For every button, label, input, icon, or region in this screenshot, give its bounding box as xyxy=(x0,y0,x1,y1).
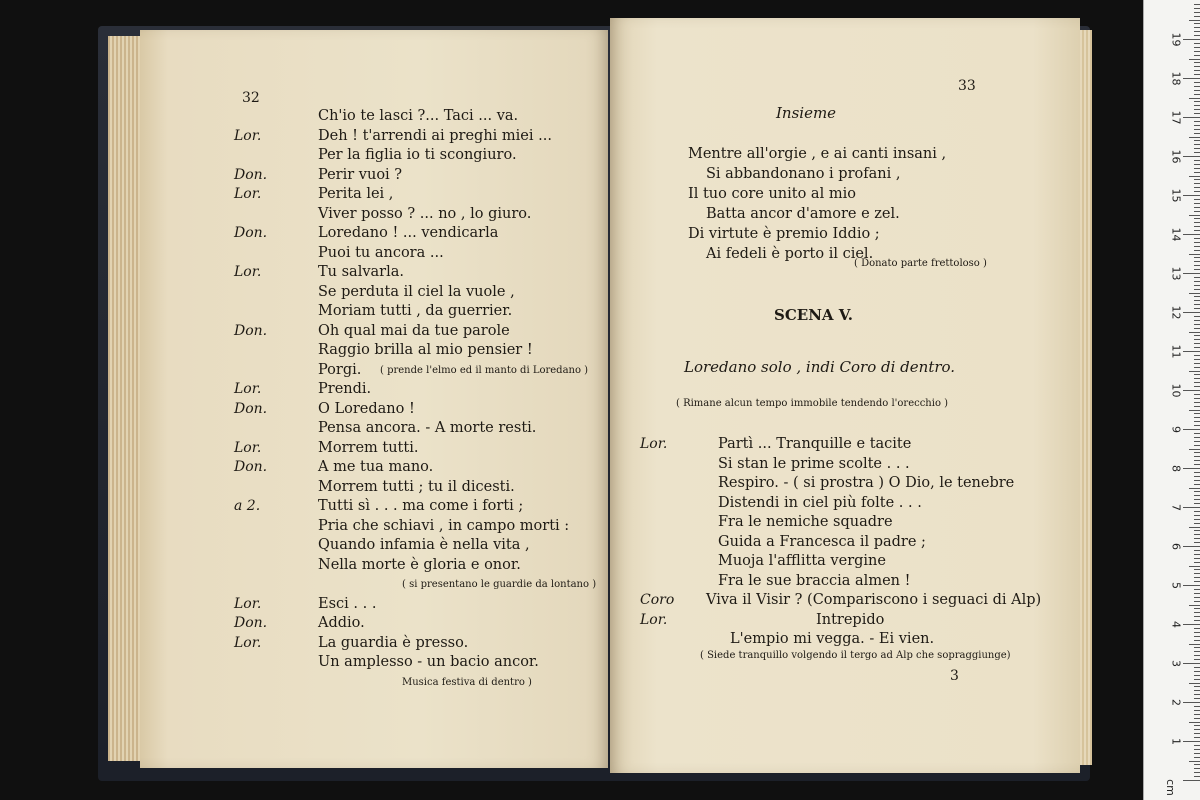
ruler-tick xyxy=(1194,534,1200,535)
ruler-tick xyxy=(1183,39,1200,40)
ruler-tick xyxy=(1194,402,1200,403)
ruler-tick xyxy=(1194,148,1200,149)
ruler-tick xyxy=(1194,172,1200,173)
ruler-tick xyxy=(1194,729,1200,730)
verse-line: Distendi in ciel più folte . . . xyxy=(718,494,922,511)
ruler-tick xyxy=(1183,741,1200,742)
ruler-tick xyxy=(1194,207,1200,208)
ruler-tick xyxy=(1189,761,1200,762)
ruler-number: 16 xyxy=(1169,149,1183,164)
ruler-tick xyxy=(1194,472,1200,473)
ruler-tick xyxy=(1194,706,1200,707)
verse-line: Prendi. xyxy=(318,381,372,397)
ruler-tick xyxy=(1194,647,1200,648)
ruler-tick xyxy=(1194,764,1200,765)
ruler-tick xyxy=(1194,242,1200,243)
ruler-tick xyxy=(1194,495,1200,496)
ruler-number: 17 xyxy=(1169,110,1183,125)
ruler-tick xyxy=(1194,733,1200,734)
ruler-tick xyxy=(1189,176,1200,177)
ruler-tick xyxy=(1183,312,1200,313)
speaker-label: Don. xyxy=(234,400,268,417)
verse-line: Il tuo core unito al mio xyxy=(688,186,856,202)
ruler-tick xyxy=(1189,410,1200,411)
ruler-tick xyxy=(1194,125,1200,126)
ruler-tick xyxy=(1189,605,1200,606)
ruler-tick xyxy=(1194,66,1200,67)
ruler-tick xyxy=(1194,359,1200,360)
ruler-tick xyxy=(1194,55,1200,56)
ruler-number: 10 xyxy=(1169,383,1183,398)
ruler-tick xyxy=(1194,152,1200,153)
ruler-number: 5 xyxy=(1169,582,1183,589)
ruler-tick xyxy=(1194,749,1200,750)
ruler-tick xyxy=(1183,780,1200,781)
ruler-tick xyxy=(1194,86,1200,87)
ruler-tick xyxy=(1183,429,1200,430)
ruler-tick xyxy=(1194,144,1200,145)
ruler-tick xyxy=(1194,456,1200,457)
ruler-tick xyxy=(1194,745,1200,746)
ruler-tick xyxy=(1194,655,1200,656)
ruler-tick xyxy=(1194,601,1200,602)
ruler-number: 13 xyxy=(1169,266,1183,281)
ruler-tick xyxy=(1183,351,1200,352)
scene-subtitle: Loredano solo , indi Coro di dentro. xyxy=(684,358,956,376)
ruler-tick xyxy=(1194,382,1200,383)
ruler-tick xyxy=(1194,573,1200,574)
verse-line: Ch'io te lasci ?... Taci ... va. xyxy=(318,108,519,124)
speaker-label: Don. xyxy=(234,225,268,241)
ruler-tick xyxy=(1194,484,1200,485)
ruler-tick xyxy=(1189,20,1200,21)
speaker-label: Don. xyxy=(234,166,268,183)
ruler-tick xyxy=(1194,690,1200,691)
speaker-label: Lor. xyxy=(234,595,262,612)
ruler-number: 8 xyxy=(1169,465,1183,472)
ruler-tick xyxy=(1194,12,1200,13)
ruler-number: 1 xyxy=(1169,738,1183,745)
ruler-tick xyxy=(1194,43,1200,44)
verse-line: La guardia è presso. xyxy=(318,634,469,651)
verse-line: Esci . . . xyxy=(318,595,377,612)
ruler-tick xyxy=(1194,164,1200,165)
scene-title: SCENA V. xyxy=(774,306,854,324)
ruler-tick xyxy=(1183,273,1200,274)
ruler-tick xyxy=(1189,449,1200,450)
ruler-tick xyxy=(1194,82,1200,83)
verse-line: Partì ... Tranquille e tacite xyxy=(718,436,912,452)
stage-direction: ( Rimane alcun tempo immobile tendendo l'orecchio ) xyxy=(676,398,949,409)
ruler-tick xyxy=(1194,406,1200,407)
ruler-tick xyxy=(1194,203,1200,204)
ruler-tick xyxy=(1194,199,1200,200)
ruler-tick xyxy=(1194,542,1200,543)
ruler-tick xyxy=(1183,195,1200,196)
verse-line: Tutti sì . . . ma come i forti ; xyxy=(318,498,524,514)
ruler-number: 4 xyxy=(1169,621,1183,628)
ruler-tick xyxy=(1194,530,1200,531)
ruler-tick xyxy=(1194,133,1200,134)
verse-line: Si abbandonano i profani , xyxy=(706,166,901,182)
ruler-tick xyxy=(1194,187,1200,188)
ruler-tick xyxy=(1194,129,1200,130)
verse-line: Addio. xyxy=(318,615,365,631)
ruler-tick xyxy=(1194,581,1200,582)
ruler-tick xyxy=(1194,230,1200,231)
ruler-tick xyxy=(1194,616,1200,617)
ruler-tick xyxy=(1189,59,1200,60)
stage-direction: ( si presentano le guardie da lontano ) xyxy=(402,579,597,590)
ruler-number: 6 xyxy=(1169,543,1183,550)
speaker-label: Coro xyxy=(640,592,675,608)
ruler-tick xyxy=(1194,413,1200,414)
verse-line: Pria che schiavi , in campo morti : xyxy=(318,517,570,534)
ruler-tick xyxy=(1194,558,1200,559)
ruler-tick xyxy=(1183,624,1200,625)
ruler-tick xyxy=(1183,390,1200,391)
stage-direction: ( Donato parte frettoloso ) xyxy=(854,258,987,269)
ruler-tick xyxy=(1194,113,1200,114)
ruler-tick xyxy=(1194,753,1200,754)
ruler-tick xyxy=(1194,191,1200,192)
ruler-tick xyxy=(1194,480,1200,481)
ruler-tick xyxy=(1194,628,1200,629)
ruler-tick xyxy=(1194,51,1200,52)
ruler-tick xyxy=(1194,394,1200,395)
ruler-tick xyxy=(1194,27,1200,28)
ruler-tick xyxy=(1194,441,1200,442)
speaker-label: Lor. xyxy=(640,611,668,628)
ruler-tick xyxy=(1194,651,1200,652)
verse-line: Oh qual mai da tue parole xyxy=(318,322,510,339)
page-number-right: 33 xyxy=(958,78,976,94)
ruler-tick xyxy=(1194,421,1200,422)
verse-line: Fra le sue braccia almen ! xyxy=(718,572,911,589)
ruler-tick xyxy=(1194,725,1200,726)
ruler-tick xyxy=(1194,101,1200,102)
ruler-tick xyxy=(1194,316,1200,317)
ruler-tick xyxy=(1194,608,1200,609)
ruler-tick xyxy=(1194,226,1200,227)
ruler-tick xyxy=(1194,269,1200,270)
verse-line: Ai fedeli è porto il ciel. xyxy=(706,246,874,262)
ruler-tick xyxy=(1194,499,1200,500)
speaker-label: Lor. xyxy=(234,127,262,144)
ruler-tick xyxy=(1194,523,1200,524)
ruler-number: 9 xyxy=(1169,426,1183,433)
ruler-tick xyxy=(1194,464,1200,465)
ruler-tick xyxy=(1194,659,1200,660)
ruler-tick xyxy=(1183,156,1200,157)
ruler-tick xyxy=(1194,4,1200,5)
stage-direction: Musica festiva di dentro ) xyxy=(402,676,532,688)
ruler-tick xyxy=(1194,218,1200,219)
ruler-tick xyxy=(1189,293,1200,294)
ruler-tick xyxy=(1194,261,1200,262)
ruler-tick xyxy=(1189,488,1200,489)
ruler-tick xyxy=(1194,257,1200,258)
verse-line: Muoja l'afflitta vergine xyxy=(718,553,886,569)
verse-line: Quando infamia è nella vita , xyxy=(318,537,530,553)
stage-direction: ( Siede tranquillo volgendo il tergo ad Alp che sopraggiunge) xyxy=(700,650,1011,661)
ruler-number: 3 xyxy=(1169,660,1183,667)
ruler-tick xyxy=(1194,8,1200,9)
verse-line: Intrepido xyxy=(816,611,885,628)
ruler-tick xyxy=(1194,452,1200,453)
ruler-tick xyxy=(1194,300,1200,301)
ruler-tick xyxy=(1194,460,1200,461)
verse-line: Viva il Visir ? (Compariscono i seguaci di Alp) xyxy=(706,592,1042,608)
ruler-tick xyxy=(1194,667,1200,668)
ruler-tick xyxy=(1194,183,1200,184)
ruler-number: 12 xyxy=(1169,305,1183,320)
speaker-label: a 2. xyxy=(234,498,261,514)
verse-line: Raggio brilla al mio pensier ! xyxy=(318,342,533,358)
speaker-label: Lor. xyxy=(234,439,262,456)
verse-line: Guida a Francesca il padre ; xyxy=(718,533,926,550)
ruler-tick xyxy=(1194,265,1200,266)
ruler-tick xyxy=(1194,577,1200,578)
ruler-tick xyxy=(1194,476,1200,477)
ruler-tick xyxy=(1194,636,1200,637)
ruler-tick xyxy=(1194,211,1200,212)
ruler-tick xyxy=(1194,737,1200,738)
ruler-tick xyxy=(1189,566,1200,567)
verse-line: Morrem tutti ; tu il dicesti. xyxy=(318,478,515,495)
ruler-tick xyxy=(1189,98,1200,99)
ruler-tick xyxy=(1194,347,1200,348)
ruler-tick xyxy=(1194,160,1200,161)
ruler-tick xyxy=(1183,468,1200,469)
ruler-number: 19 xyxy=(1169,32,1183,47)
ruler-number: 18 xyxy=(1169,71,1183,86)
verse-line: Batta ancor d'amore e zel. xyxy=(706,206,900,222)
ruler-tick xyxy=(1189,215,1200,216)
verse-line: Fra le nemiche squadre xyxy=(718,514,893,530)
verse-line: Deh ! t'arrendi ai preghi miei ... xyxy=(318,127,552,144)
ruler-tick xyxy=(1194,304,1200,305)
ruler-tick xyxy=(1194,31,1200,32)
ruler-tick xyxy=(1183,702,1200,703)
ruler-tick xyxy=(1194,90,1200,91)
ruler-tick xyxy=(1194,538,1200,539)
ruler-tick xyxy=(1183,546,1200,547)
ruler-tick xyxy=(1189,644,1200,645)
ruler-tick xyxy=(1194,35,1200,36)
ruler-tick xyxy=(1194,433,1200,434)
verse-line: Moriam tutti , da guerrier. xyxy=(318,303,513,319)
ruler-tick xyxy=(1194,515,1200,516)
stage-direction: ( prende l'elmo ed il manto di Loredano ) xyxy=(380,364,589,376)
verse-line: Se perduta il ciel la vuole , xyxy=(318,283,515,300)
ruler-tick xyxy=(1194,70,1200,71)
speaker-label: Lor. xyxy=(234,264,262,280)
ruler-tick xyxy=(1194,121,1200,122)
ruler-tick xyxy=(1194,386,1200,387)
verse-line: Viver posso ? ... no , lo giuro. xyxy=(318,205,532,222)
ruler-tick xyxy=(1194,597,1200,598)
ruler-tick xyxy=(1194,324,1200,325)
ruler-tick xyxy=(1194,698,1200,699)
ruler-tick xyxy=(1194,363,1200,364)
speaker-label: Lor. xyxy=(234,381,262,397)
ruler-tick xyxy=(1194,550,1200,551)
ruler-tick xyxy=(1194,140,1200,141)
ruler-tick xyxy=(1194,776,1200,777)
ruler-tick xyxy=(1194,94,1200,95)
ruler-tick xyxy=(1194,168,1200,169)
signature-mark: 3 xyxy=(950,668,959,684)
ruler-tick xyxy=(1194,679,1200,680)
ruler-tick xyxy=(1189,527,1200,528)
ruler-tick xyxy=(1194,320,1200,321)
left-page xyxy=(140,30,608,768)
ruler-tick xyxy=(1194,335,1200,336)
ruler-tick xyxy=(1194,378,1200,379)
ruler-tick xyxy=(1194,554,1200,555)
ruler-tick xyxy=(1194,640,1200,641)
ruler-tick xyxy=(1194,589,1200,590)
ruler-tick xyxy=(1183,507,1200,508)
ruler-tick xyxy=(1183,663,1200,664)
ruler-tick xyxy=(1194,246,1200,247)
ruler-tick xyxy=(1194,374,1200,375)
ruler-tick xyxy=(1194,47,1200,48)
ruler-tick xyxy=(1194,710,1200,711)
verse-line: A me tua mano. xyxy=(318,459,434,475)
verse-line: Perir vuoi ? xyxy=(318,166,403,183)
ruler-tick xyxy=(1194,339,1200,340)
ruler-tick xyxy=(1194,569,1200,570)
ruler-tick xyxy=(1189,254,1200,255)
verse-line: Per la figlia io ti scongiuro. xyxy=(318,147,517,163)
ruler-tick xyxy=(1194,308,1200,309)
ruler-tick xyxy=(1194,343,1200,344)
ruler-unit: cm xyxy=(1163,779,1177,796)
ruler-tick xyxy=(1194,16,1200,17)
ruler-tick xyxy=(1194,328,1200,329)
verse-line: Tu salvarla. xyxy=(318,264,405,280)
ruler-tick xyxy=(1194,757,1200,758)
ruler-tick xyxy=(1194,562,1200,563)
verse-line: Nella morte è gloria e onor. xyxy=(318,556,521,573)
ruler-tick xyxy=(1194,238,1200,239)
ruler-tick xyxy=(1183,117,1200,118)
ruler-tick xyxy=(1194,694,1200,695)
verse-line: Di virtute è premio Iddio ; xyxy=(688,226,880,242)
ruler-tick xyxy=(1194,491,1200,492)
ruler-tick xyxy=(1194,109,1200,110)
ruler-tick xyxy=(1194,714,1200,715)
ruler-tick xyxy=(1194,62,1200,63)
verse-line: L'empio mi vegga. - Ei vien. xyxy=(730,631,935,647)
verse-line: Puoi tu ancora ... xyxy=(318,244,444,261)
ruler-tick xyxy=(1194,398,1200,399)
ruler-tick xyxy=(1194,686,1200,687)
verse-line: Si stan le prime scolte . . . xyxy=(718,455,910,472)
measurement-ruler xyxy=(1143,0,1200,800)
ruler-tick xyxy=(1194,250,1200,251)
ruler-number: 15 xyxy=(1169,188,1183,203)
speaker-label: Don. xyxy=(234,615,268,631)
ruler-tick xyxy=(1194,511,1200,512)
ruler-tick xyxy=(1194,23,1200,24)
ruler-tick xyxy=(1194,367,1200,368)
speaker-label: Lor. xyxy=(234,186,262,202)
verse-line: O Loredano ! xyxy=(318,400,415,417)
ruler-tick xyxy=(1194,620,1200,621)
ruler-tick xyxy=(1194,671,1200,672)
verse-line: Pensa ancora. - A morte resti. xyxy=(318,420,537,436)
ruler-tick xyxy=(1194,718,1200,719)
section-heading: Insieme xyxy=(776,104,837,122)
ruler-tick xyxy=(1194,277,1200,278)
ruler-number: 7 xyxy=(1169,504,1183,511)
ruler-tick xyxy=(1189,683,1200,684)
ruler-tick xyxy=(1194,355,1200,356)
speaker-label: Don. xyxy=(234,459,268,475)
left-page-edges xyxy=(108,36,144,761)
ruler-tick xyxy=(1194,179,1200,180)
ruler-tick xyxy=(1194,445,1200,446)
ruler-tick xyxy=(1183,78,1200,79)
verse-line: Mentre all'orgie , e ai canti insani , xyxy=(688,146,947,162)
ruler-tick xyxy=(1194,768,1200,769)
ruler-tick xyxy=(1183,234,1200,235)
ruler-tick xyxy=(1194,593,1200,594)
ruler-tick xyxy=(1183,585,1200,586)
right-page xyxy=(610,18,1080,773)
ruler-tick xyxy=(1194,74,1200,75)
verse-line: Un amplesso - un bacio ancor. xyxy=(318,654,539,670)
ruler-tick xyxy=(1194,222,1200,223)
ruler-tick xyxy=(1194,417,1200,418)
ruler-tick xyxy=(1194,281,1200,282)
ruler-tick xyxy=(1189,332,1200,333)
verse-line: Loredano ! ... vendicarla xyxy=(318,225,499,241)
verse-line: Respiro. - ( si prostra ) O Dio, le tenebre xyxy=(718,475,1015,491)
ruler-tick xyxy=(1194,425,1200,426)
page-number-left: 32 xyxy=(242,90,260,106)
ruler-tick xyxy=(1194,772,1200,773)
verse-line: Morrem tutti. xyxy=(318,439,419,456)
ruler-tick xyxy=(1194,285,1200,286)
ruler-tick xyxy=(1194,675,1200,676)
speaker-label: Lor. xyxy=(640,436,668,452)
ruler-tick xyxy=(1194,296,1200,297)
ruler-tick xyxy=(1189,137,1200,138)
verse-line: Perita lei , xyxy=(318,186,394,202)
ruler-tick xyxy=(1194,503,1200,504)
verse-line: Porgi. xyxy=(318,361,362,378)
speaker-label: Don. xyxy=(234,322,268,339)
ruler-tick xyxy=(1194,437,1200,438)
ruler-number: 14 xyxy=(1169,227,1183,242)
speaker-label: Lor. xyxy=(234,634,262,651)
ruler-tick xyxy=(1194,289,1200,290)
ruler-number: 2 xyxy=(1169,699,1183,706)
ruler-tick xyxy=(1194,519,1200,520)
ruler-tick xyxy=(1189,371,1200,372)
ruler-tick xyxy=(1194,632,1200,633)
ruler-tick xyxy=(1194,105,1200,106)
ruler-number: 11 xyxy=(1169,344,1183,359)
ruler-tick xyxy=(1189,722,1200,723)
ruler-tick xyxy=(1194,612,1200,613)
